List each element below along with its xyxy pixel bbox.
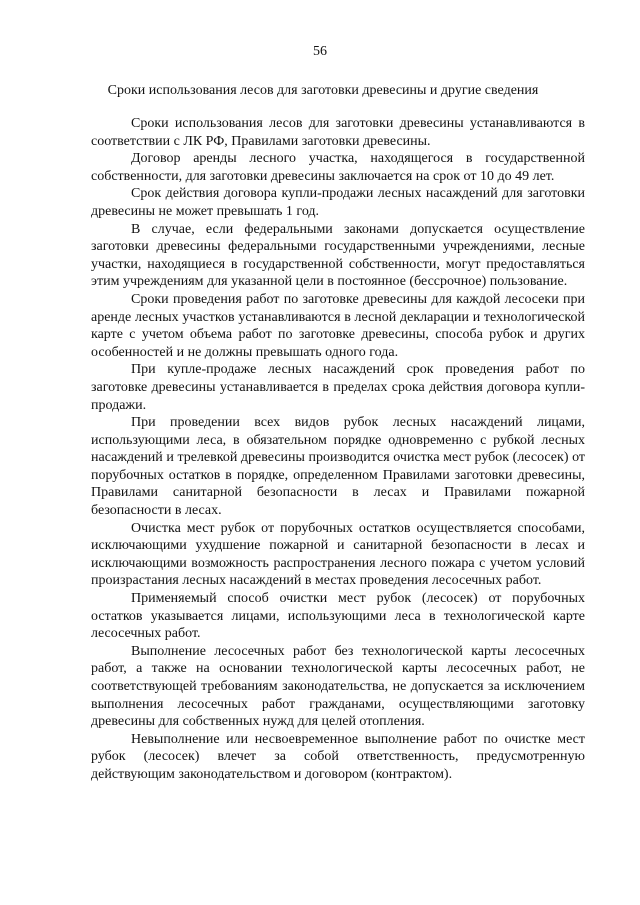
paragraph: При купле-продаже лесных насаждений срок проведения работ по заготовке древесины устанавливается в пределах срока действия договора купли-продажи. (91, 362, 585, 413)
page-number: 56 (313, 44, 327, 59)
section-heading: Сроки использования лесов для заготовки древесины и другие сведения (107, 83, 539, 98)
paragraph: Сроки использования лесов для заготовки древесины устанавливаются в соответствии с ЛК РФ, Правилами заготовки древесины. (91, 116, 585, 149)
paragraph: Сроки проведения работ по заготовке древесины для каждой лесосеки при аренде лесных участков устанавливаются в лесной декларации и технологической карте с учетом объема работ по заготовке древесины, способа рубок и других особенностей и не должны превышать одного года. (91, 291, 585, 360)
paragraph: Договор аренды лесного участка, находящегося в государственной собственности, для заготовки древесины заключается на срок от 10 до 49 лет. (91, 151, 585, 184)
paragraph: В случае, если федеральными законами допускается осуществление заготовки древесины федеральными государственными учреждениями, лесные участки, находящиеся в государственной собственности, могут предоставляться этим учреждениям для указанной цели в постоянное (бессрочное) пользование. (91, 221, 585, 290)
paragraph: Срок действия договора купли-продажи лесных насаждений для заготовки древесины не может превышать 1 год. (91, 186, 585, 219)
paragraph: При проведении всех видов рубок лесных насаждений лицами, использующими леса, в обязательном порядке одновременно с рубкой лесных насаждений и трелевкой древесины производится очистка мест рубок (лесосек) от порубочных остатков в порядке, определенном Правилами заготовки древесины, Правилами санитарной безопасности в лесах и Правилами пожарной безопасности в лесах. (91, 415, 585, 519)
body-text (91, 115, 585, 784)
paragraph: Очистка мест рубок от порубочных остатков осуществляется способами, исключающими ухудшение пожарной и санитарной безопасности в лесах и исключающими возможность распространения лесного пожара с учетом условий произрастания лесных насаждений в местах проведения лесосечных работ. (91, 520, 585, 589)
paragraph: Применяемый способ очистки мест рубок (лесосек) от порубочных остатков указывается лицами, использующими леса в технологической карте лесосечных работ. (91, 591, 585, 642)
paragraph: Выполнение лесосечных работ без технологической карты лесосечных работ, а также на основании технологической карты лесосечных работ, не соответствующей требованиям законодательства, не допускается за исключением выполнения лесосечных работ гражданами, осуществляющими заготовку древесины для собственных нужд для целей отопления. (91, 643, 585, 730)
paragraph: Невыполнение или несвоевременное выполнение работ по очистке мест рубок (лесосек) влечет за собой ответственность, предусмотренную действующим законодательством и договором (контрактом). (91, 731, 585, 782)
